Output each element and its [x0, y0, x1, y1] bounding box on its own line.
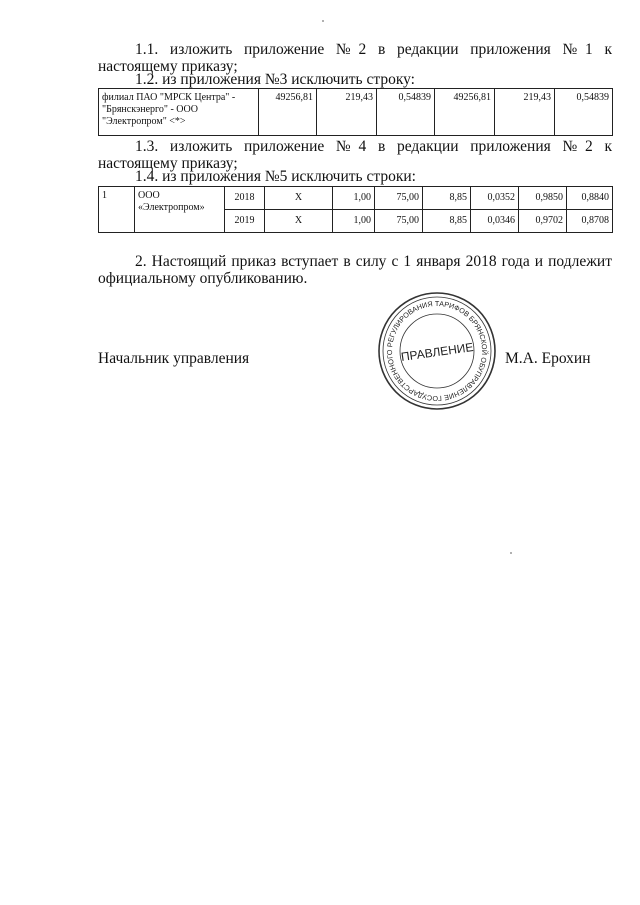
table-cell: 75,00 — [375, 187, 423, 210]
item-1-4: 1.4. из приложения №5 исключить строки: — [135, 168, 416, 185]
table-cell: 0,8708 — [567, 210, 613, 233]
table-cell: 0,9702 — [519, 210, 567, 233]
table-cell: 0,54839 — [555, 89, 613, 136]
table-cell: 0,0346 — [471, 210, 519, 233]
table-cell: 49256,81 — [435, 89, 495, 136]
table-cell: X — [265, 187, 333, 210]
item-1-3: 1.3. изложить приложение №4 в редакции приложения №2 к настоящему приказу; — [98, 138, 612, 172]
table-cell: 0,54839 — [377, 89, 435, 136]
excluded-rows-table-appendix-5 — [98, 186, 613, 233]
table-cell-year: 2018 — [225, 187, 265, 210]
table-cell: 0,9850 — [519, 187, 567, 210]
table-cell: 8,85 — [423, 187, 471, 210]
table-cell-org: филиал ПАО "МРСК Центра" - "Брянскэнерго" - ООО "Электропром" <*> — [99, 89, 259, 136]
table-cell: X — [265, 210, 333, 233]
table-cell: 75,00 — [375, 210, 423, 233]
scan-speck — [322, 20, 324, 22]
item-1-1: 1.1. изложить приложение №2 в редакции приложения №1 к настоящему приказу; — [98, 41, 612, 75]
table-cell: 0,8840 — [567, 187, 613, 210]
table-cell: 8,85 — [423, 210, 471, 233]
excluded-row-table-appendix-3 — [98, 88, 613, 136]
table-row — [99, 89, 613, 136]
item-1-2: 1.2. из приложения №3 исключить строку: — [135, 71, 415, 88]
table-cell: 1,00 — [333, 210, 375, 233]
table-row — [99, 187, 613, 210]
signatory-name: М.А. Ерохин — [505, 350, 591, 367]
signatory-position: Начальник управления — [98, 350, 250, 367]
table-cell: 49256,81 — [259, 89, 317, 136]
table-cell: 219,43 — [495, 89, 555, 136]
seal-center-text: ПРАВЛЕНИЕ — [400, 339, 475, 364]
official-seal-stamp — [376, 290, 498, 412]
seal-ring-text: УПРАВЛЕНИЕ ГОСУДАРСТВЕННОГО РЕГУЛИРОВАНИЯ ТАРИФОВ БРЯНСКОЙ ОБЛАСТИ — [384, 298, 490, 404]
table-cell: 219,43 — [317, 89, 377, 136]
table-cell-num: 1 — [99, 187, 135, 233]
clause-2: 2. Настоящий приказ вступает в силу с 1 января 2018 года и подлежит официальному опубликованию. — [98, 253, 612, 287]
table-cell-org: ООО «Электропром» — [135, 187, 225, 233]
scan-speck — [510, 552, 512, 554]
table-cell: 0,0352 — [471, 187, 519, 210]
table-cell-year: 2019 — [225, 210, 265, 233]
table-cell: 1,00 — [333, 187, 375, 210]
